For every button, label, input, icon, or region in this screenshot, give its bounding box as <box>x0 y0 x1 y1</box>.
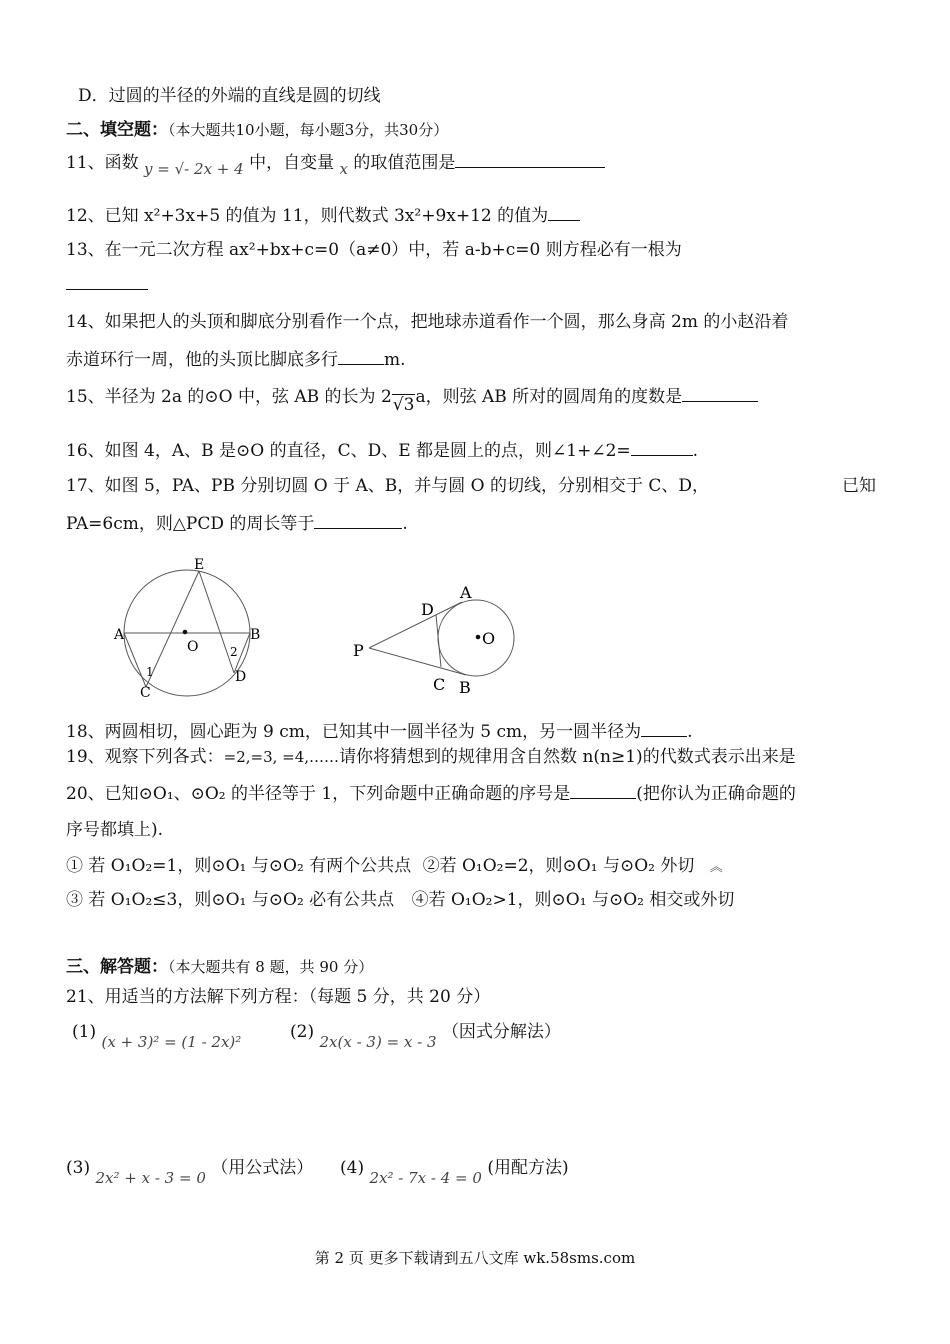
q10-option-d: D．过圆的半径的外端的直线是圆的切线 <box>78 86 381 106</box>
q17-line2-text: PA=6cm，则△PCD 的周长等于 <box>66 514 315 534</box>
q16 <box>66 438 698 463</box>
q20-line2: 序号都填上). <box>66 820 164 840</box>
q17-end: . <box>402 514 408 534</box>
q19-prefix: 19、观察下列各式： <box>66 747 224 767</box>
q21-p2 <box>290 1020 561 1051</box>
section3-note: （本大题共有 8 题，共 90 分） <box>168 958 374 976</box>
q21-p1-equation: (x + 3)² = (1 - 2x)² <box>101 1033 242 1051</box>
fig5-label-p: P <box>353 641 364 660</box>
q21-p3-equation: 2x² + x - 3 = 0 <box>95 1169 206 1187</box>
page-footer: 第 2 页 更多下载请到五八文库 wk.58sms.com <box>314 1249 636 1267</box>
fig4-chord-ce <box>146 571 199 687</box>
fig4-label-1: 1 <box>146 665 154 679</box>
fig4-chord-ac <box>124 633 146 687</box>
q14-line2 <box>66 347 406 372</box>
q11 <box>66 150 605 178</box>
fig5-tangent-pb <box>369 648 466 675</box>
q13-answer-blank[interactable] <box>66 272 148 290</box>
q17-line2 <box>66 511 408 536</box>
fig5-label-a: A <box>460 583 472 602</box>
q18-answer-blank[interactable] <box>641 719 687 737</box>
q19-series: =2,=3, =4,…… <box>223 748 340 766</box>
q21-p2-label: (2) <box>290 1022 315 1042</box>
q15-answer-blank[interactable] <box>682 384 758 402</box>
q11-mid: 中，自变量 <box>249 153 335 173</box>
q21-p3-method: （用公式法） <box>211 1158 314 1178</box>
q20-line1-end: (把你认为正确命题的 <box>636 784 796 804</box>
q20-options-row2 <box>66 888 734 912</box>
q14-answer-blank[interactable] <box>338 347 384 365</box>
q20-option-4: ④若 O₁O₂>1，则⊙O₁ 与⊙O₂ 相交或外切 <box>411 890 735 910</box>
q14-unit: m. <box>384 350 406 370</box>
q18 <box>66 719 693 744</box>
fig5-label-o: O <box>482 629 496 648</box>
fig4-label-2: 2 <box>230 645 238 659</box>
fig4-center-dot <box>183 630 188 635</box>
q21-p4 <box>340 1156 569 1187</box>
q18-text: 18、两圆相切，圆心距为 9 cm，已知其中一圆半径为 5 cm，另一圆半径为 <box>66 722 642 742</box>
q11-answer-blank[interactable] <box>455 150 605 168</box>
q21-p3-label: (3) <box>66 1158 91 1178</box>
q20-options-row1 <box>66 854 723 880</box>
fig4-label-c: C <box>140 685 151 701</box>
q20-option-2: ②若 O₁O₂=2，则⊙O₁ 与⊙O₂ 外切 <box>422 856 695 876</box>
q20-option-3: ③ 若 O₁O₂≤3，则⊙O₁ 与⊙O₂ 必有公共点 <box>66 890 395 910</box>
figure-4 <box>108 555 268 705</box>
q21-p3 <box>66 1156 314 1187</box>
section3-heading <box>66 955 373 979</box>
q11-prefix: 11、函数 <box>66 153 139 173</box>
q11-formula: y = √- 2x + 4 <box>144 160 244 178</box>
q21-p4-equation: 2x² - 7x - 4 = 0 <box>369 1169 482 1187</box>
q15-suffix: a，则弦 AB 所对的圆周角的度数是 <box>415 387 683 407</box>
q20-answer-blank[interactable] <box>570 781 636 799</box>
fig4-label-o: O <box>187 639 199 655</box>
q13-answer-line <box>66 272 148 297</box>
q21-p1-label: (1) <box>72 1022 97 1042</box>
q16-text: 16、如图 4，A、B 是⊙O 的直径，C、D、E 都是圆上的点，则∠1+∠2= <box>66 441 631 461</box>
fig5-tangent-pa <box>369 602 462 648</box>
q13: 13、在一元二次方程 ax²+bx+c=0（a≠0）中，若 a-b+c=0 则方程必有一根为 <box>66 240 682 260</box>
q11-suffix: 的取值范围是 <box>353 153 456 173</box>
q21-p2-method: （因式分解法） <box>441 1022 561 1042</box>
fig4-label-e: E <box>194 557 205 573</box>
q21-p4-method: (用配方法) <box>487 1158 569 1178</box>
figure-5 <box>345 578 525 698</box>
q17-line1-text: 17、如图 5，PA、PB 分别切圆 O 于 A、B，并与圆 O 的切线，分别相交于 C、D， <box>66 476 710 496</box>
q19-suffix: 请你将猜想到的规律用含自然数 n(n≥1)的代数式表示出来是 <box>339 747 796 767</box>
q12-answer-blank[interactable] <box>548 203 580 221</box>
q21-p2-equation: 2x(x - 3) = x - 3 <box>319 1033 437 1051</box>
q15 <box>66 384 758 415</box>
fig4-label-a: A <box>114 627 125 643</box>
fig4-label-d: D <box>235 669 247 685</box>
q17-line1-end: 已知 <box>842 476 876 496</box>
q15-root: 3 <box>403 395 415 415</box>
q15-prefix: 15、半径为 2a 的⊙O 中，弦 AB 的长为 2 <box>66 387 392 407</box>
q15-sqrt: √3 <box>392 395 415 415</box>
q16-answer-blank[interactable] <box>631 438 693 456</box>
fig5-label-b: B <box>459 678 471 697</box>
fig4-label-b: B <box>250 627 261 643</box>
q12 <box>66 203 580 228</box>
q12-text: 12、已知 x²+3x+5 的值为 11，则代数式 3x²+9x+12 的值为 <box>66 206 549 226</box>
section2-title: 二、填空题： <box>66 120 168 140</box>
q20-line1-text: 20、已知⊙O₁、⊙O₂ 的半径等于 1，下列命题中正确命题的序号是 <box>66 784 571 804</box>
fig5-label-c: C <box>433 675 446 694</box>
q20-option-1: ① 若 O₁O₂=1，则⊙O₁ 与⊙O₂ 有两个公共点 <box>66 856 412 876</box>
q19 <box>66 745 796 769</box>
q18-end: . <box>687 722 693 742</box>
q21-p4-label: (4) <box>340 1158 365 1178</box>
fig5-label-d: D <box>421 600 434 619</box>
section3-title: 三、解答题： <box>66 957 168 977</box>
q17-line1 <box>66 474 876 498</box>
section2-note: （本大题共10小题，每小题3分，共30分） <box>168 121 449 139</box>
q11-var: x <box>339 160 348 178</box>
q14-line1: 14、如果把人的头顶和脚底分别看作一个点，把地球赤道看作一个圆，那么身高 2m 的小赵沿着 <box>66 312 789 332</box>
collapse-chevron-icon: ︽ <box>709 860 723 875</box>
q14-line2-text: 赤道环行一周，他的头顶比脚底多行 <box>66 350 338 370</box>
q16-end: . <box>692 441 699 461</box>
q17-answer-blank[interactable] <box>314 511 402 529</box>
q20-line1 <box>66 781 796 806</box>
fig5-center-dot <box>476 635 481 640</box>
fig5-tangent-cd <box>436 615 441 667</box>
section2-heading <box>66 118 448 142</box>
q21-p1 <box>72 1020 242 1051</box>
q21-text: 21、用适当的方法解下列方程：（每题 5 分，共 20 分） <box>66 987 491 1007</box>
